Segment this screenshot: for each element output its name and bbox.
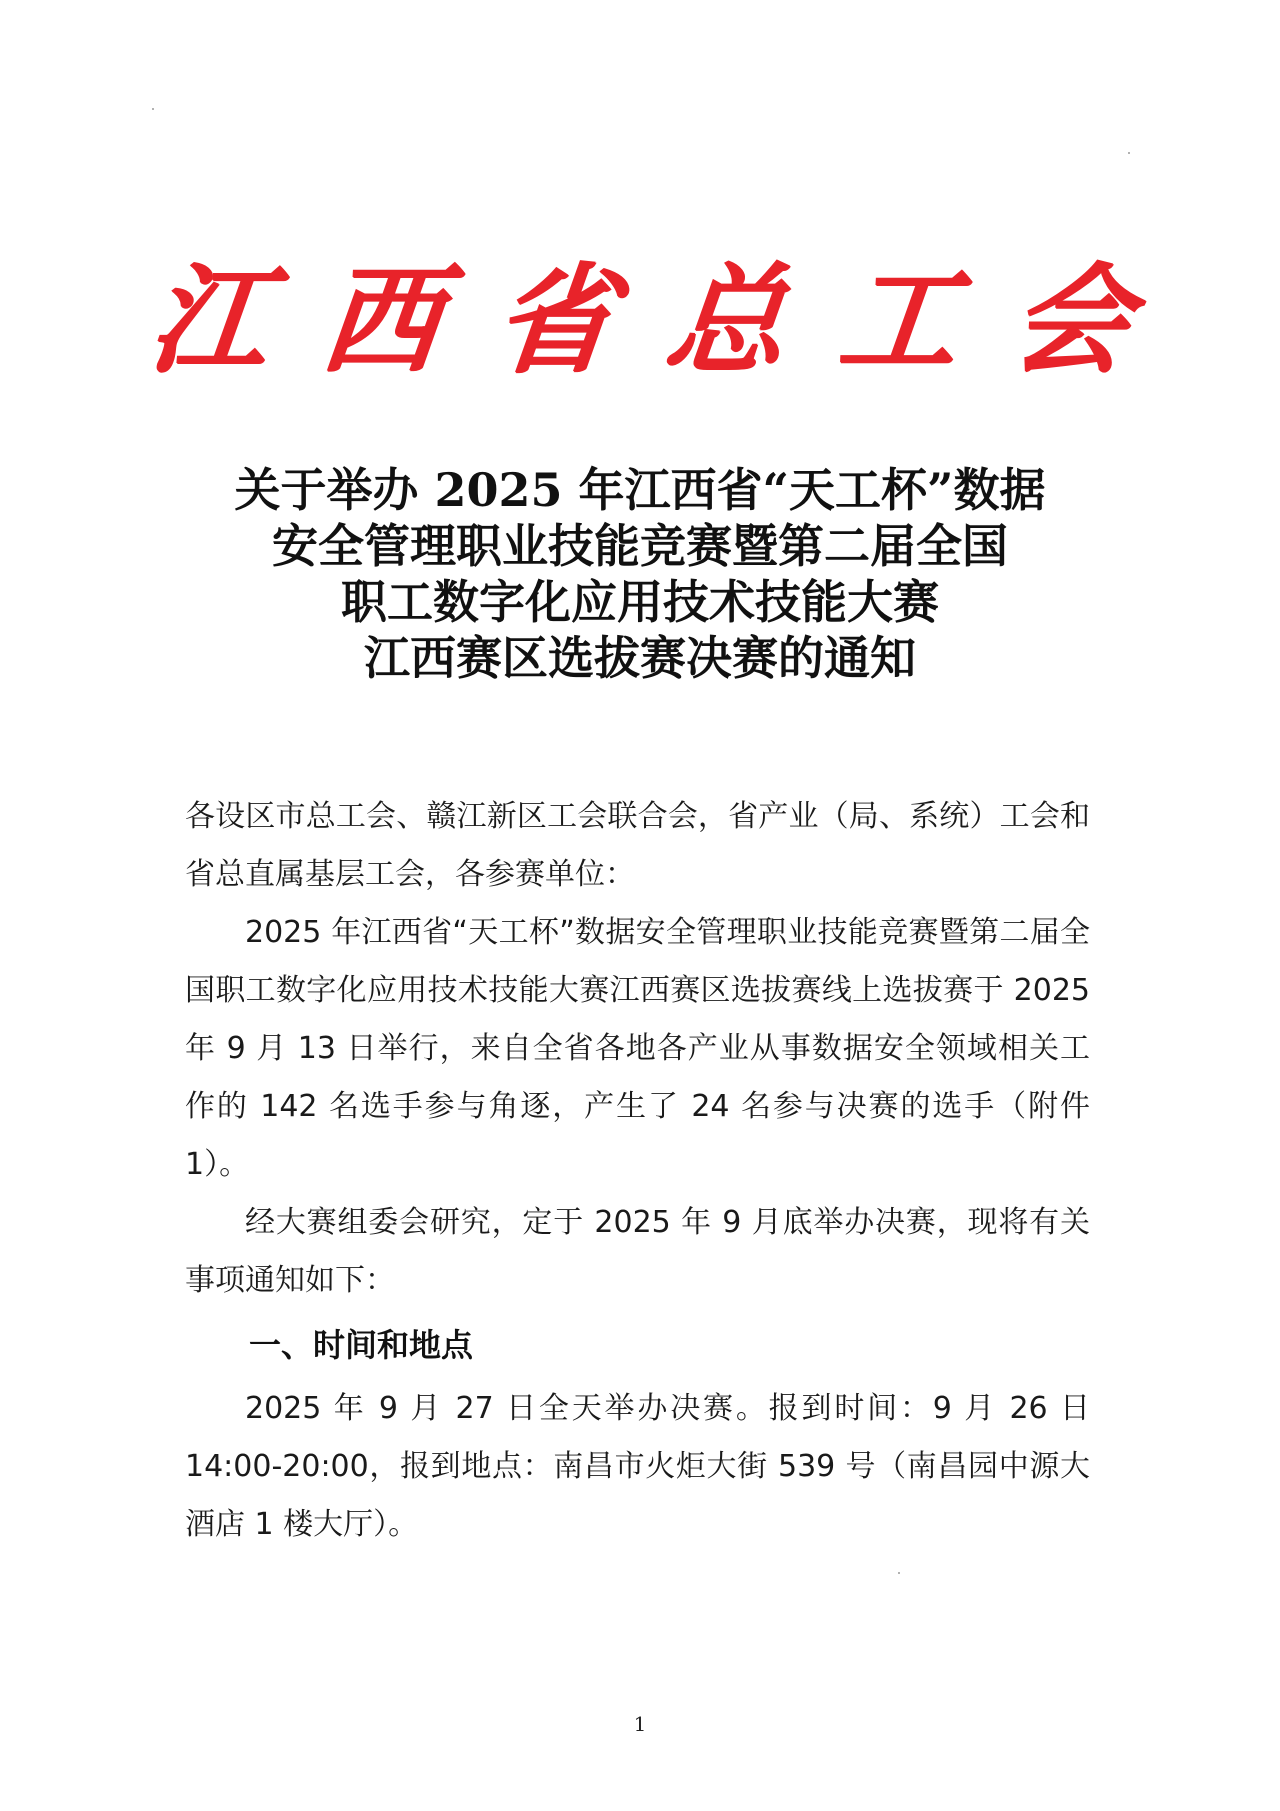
scan-speck <box>152 108 154 110</box>
page-number: 1 <box>633 1712 647 1736</box>
salutation: 各设区市总工会、赣江新区工会联合会，省产业（局、系统）工会和省总直属基层工会，各参赛单位： <box>185 799 1090 892</box>
masthead-char: 江 <box>142 250 276 389</box>
title-line: 关于举办 2025 年江西省“天工杯”数据 <box>234 463 1046 517</box>
masthead-char: 工 <box>832 250 965 389</box>
masthead-char: 会 <box>1004 250 1138 389</box>
masthead-char: 西 <box>315 250 448 389</box>
title-line: 江西赛区选拔赛决赛的通知 <box>364 631 916 685</box>
masthead-red-header <box>142 250 1138 390</box>
document-title <box>120 462 1160 686</box>
section-heading: 一、时间和地点 <box>249 1326 474 1364</box>
paragraph: 经大赛组委会研究，定于 2025 年 9 月底举办决赛，现将有关事项通知如下： <box>185 1205 1090 1298</box>
title-line: 职工数字化应用技术技能大赛 <box>341 575 939 629</box>
paragraph: 2025 年江西省“天工杯”数据安全管理职业技能竞赛暨第二届全国职工数字化应用技术技能大赛江西赛区选拔赛线上选拔赛于 2025 年 9 月 13 日举行，来自全省各地各产业从事数据安全领域相关工作的 142 名选手参与角逐，产生了 24 名参与决赛的选手（附件 1）。 <box>185 915 1090 1182</box>
masthead-char: 总 <box>659 250 793 389</box>
scan-speck <box>1128 152 1130 154</box>
scan-speck <box>898 1572 900 1574</box>
document-body <box>185 788 1090 1554</box>
title-line: 安全管理职业技能竞赛暨第二届全国 <box>272 519 1008 573</box>
masthead-char: 省 <box>487 250 621 389</box>
paragraph: 2025 年 9 月 27 日全天举办决赛。报到时间：9 月 26 日 14:00-20:00，报到地点：南昌市火炬大街 539 号（南昌园中源大酒店 1 楼大厅）。 <box>185 1391 1090 1542</box>
